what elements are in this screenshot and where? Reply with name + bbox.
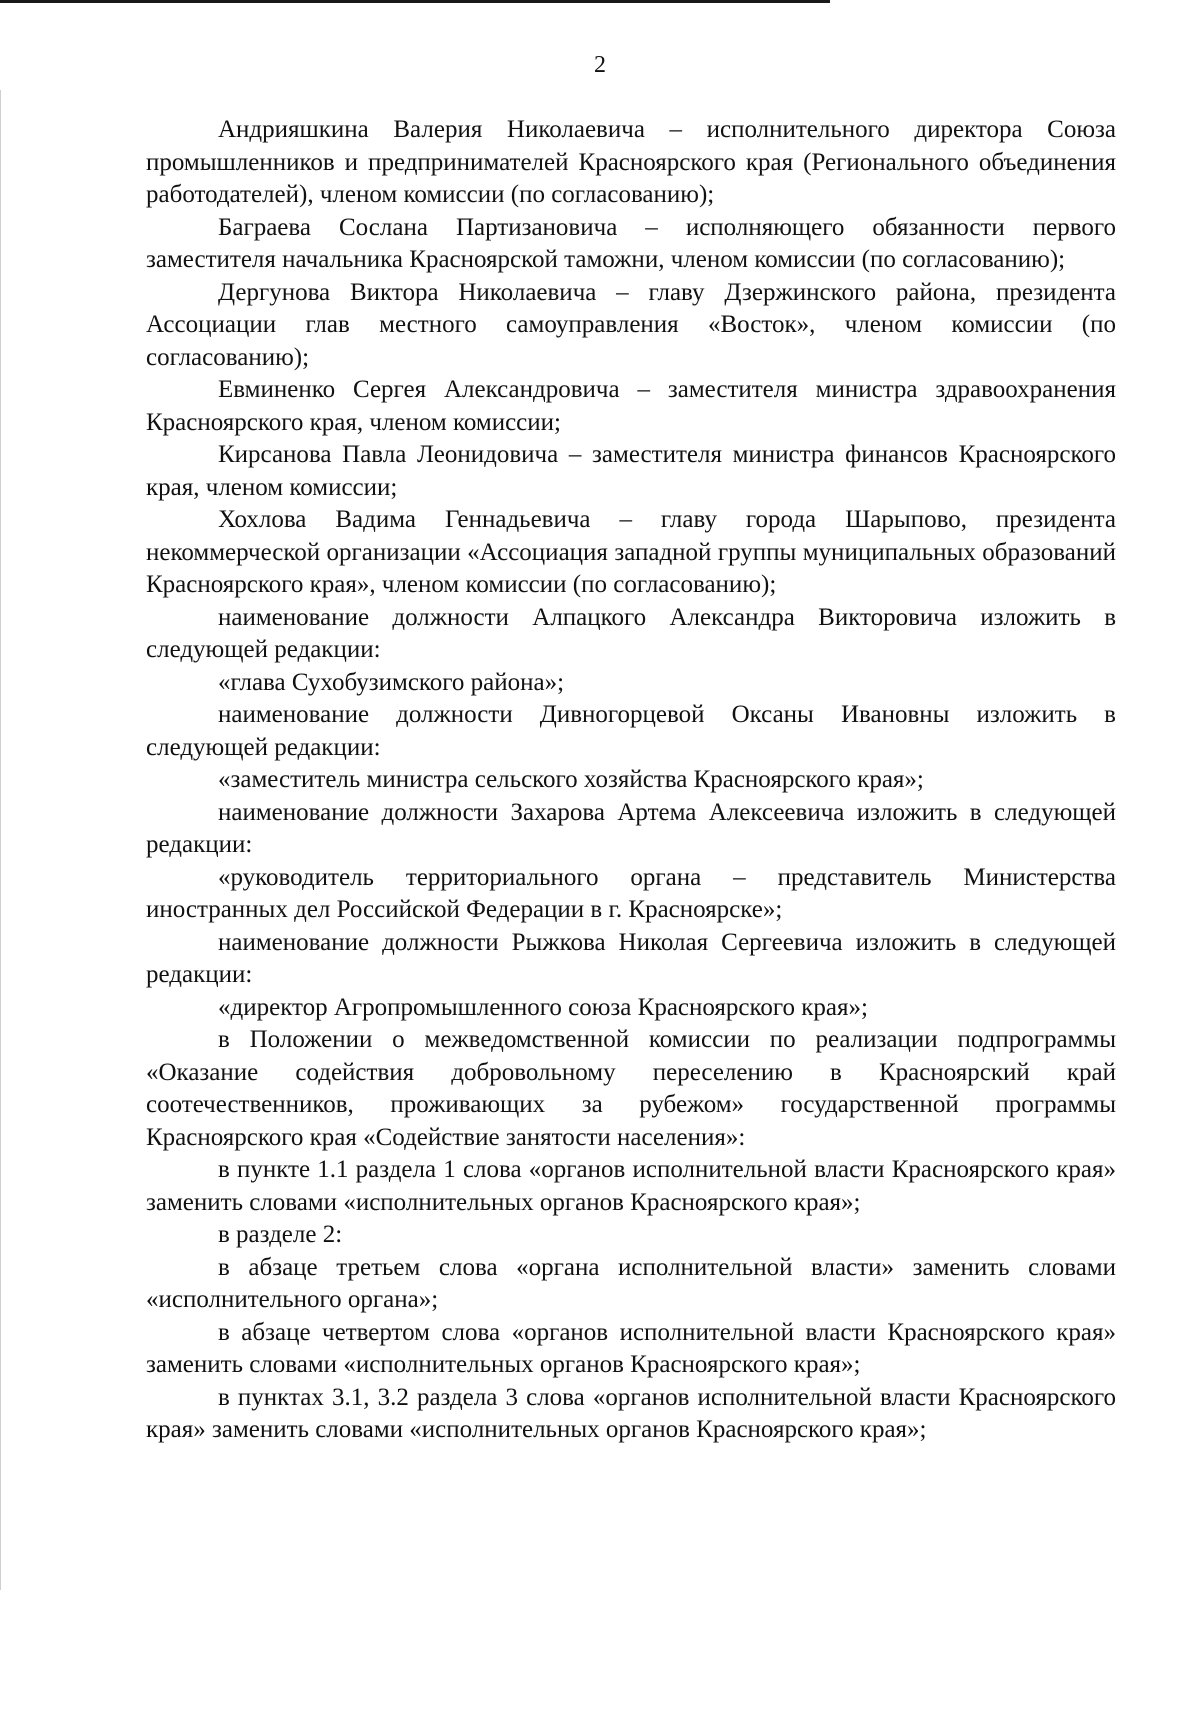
paragraph-evminenko: Евминенко Сергея Александровича – заместителя министра здравоохранения Красноярского края, членом комиссии; (146, 376, 1116, 436)
page-number: 2 (594, 52, 606, 78)
paragraph-alpatsky-title: наименование должности Алпацкого Александра Викторовича изложить в следующей редакции: (146, 603, 1116, 663)
left-scan-edge (0, 90, 1, 1590)
paragraph-clauses-3-1-3-2: в пунктах 3.1, 3.2 раздела 3 слова «органов исполнительной власти Красноярского края» заменить словами «исполнительных органов Красноярского края»; (146, 1383, 1116, 1443)
paragraph-section-2: в разделе 2: (218, 1221, 343, 1248)
paragraph-ryzhkov-position: «директор Агропромышленного союза Красноярского края»; (218, 993, 868, 1021)
paragraph-clause-1-1: в пункте 1.1 раздела 1 слова «органов исполнительной власти Красноярского края» заменить словами «исполнительных органов Красноярского края»; (146, 1156, 1116, 1216)
paragraph-fourth-abzats: в абзаце четвертом слова «органов исполнительной власти Красноярского края» заменить словами «исполнительных органов Красноярского края»; (146, 1318, 1116, 1378)
paragraph-zakharov-title: наименование должности Захарова Артема Алексеевича изложить в следующей редакции: (146, 798, 1116, 858)
paragraph-third-abzats: в абзаце третьем слова «органа исполнительной власти» заменить словами «исполнительного органа»; (146, 1253, 1116, 1313)
paragraph-ryzhkov-title: наименование должности Рыжкова Николая Сергеевича изложить в следующей редакции: (146, 928, 1116, 988)
paragraph-alpatsky-position: «глава Сухобузимского района»; (218, 668, 565, 696)
document-body (146, 114, 1116, 1447)
top-scan-rule (0, 0, 830, 3)
paragraph-bagraev: Баграева Сослана Партизановича – исполняющего обязанности первого заместителя начальника Красноярской таможни, членом комиссии (по согласованию); (146, 213, 1116, 273)
paragraph-dergunov: Дергунова Виктора Николаевича – главу Дзержинского района, президента Ассоциации глав местного самоуправления «Восток», членом комиссии (по согласованию); (146, 278, 1116, 371)
paragraph-khokhlov: Хохлова Вадима Геннадьевича – главу города Шарыпово, президента некоммерческой организации «Ассоциация западной группы муниципальных образований Красноярского края», членом комиссии (по согласованию); (146, 506, 1116, 598)
paragraph-zakharov-position: «руководитель территориального органа – представитель Министерства иностранных дел Российской Федерации в г. Красноярске»; (146, 863, 1116, 923)
paragraph-andriyashkin: Андрияшкина Валерия Николаевича – исполнительного директора Союза промышленников и предпринимателей Красноярского края (Регионального объединения работодателей), членом комиссии (по согласованию); (146, 116, 1116, 208)
paragraph-divnogortseva-title: наименование должности Дивногорцевой Оксаны Ивановны изложить в следующей редакции: (146, 701, 1116, 761)
paragraph-regulation: в Положении о межведомственной комиссии по реализации подпрограммы «Оказание содействия добровольному переселению в Красноярский край соотечественников, проживающих за рубежом» государственной программы Красноярского края «Содействие занятости населения»: (146, 1026, 1116, 1151)
paragraph-divnogortseva-position: «заместитель министра сельского хозяйства Красноярского края»; (218, 766, 924, 793)
paragraph-kirsanov: Кирсанова Павла Леонидовича – заместителя министра финансов Красноярского края, членом комиссии; (146, 441, 1116, 501)
